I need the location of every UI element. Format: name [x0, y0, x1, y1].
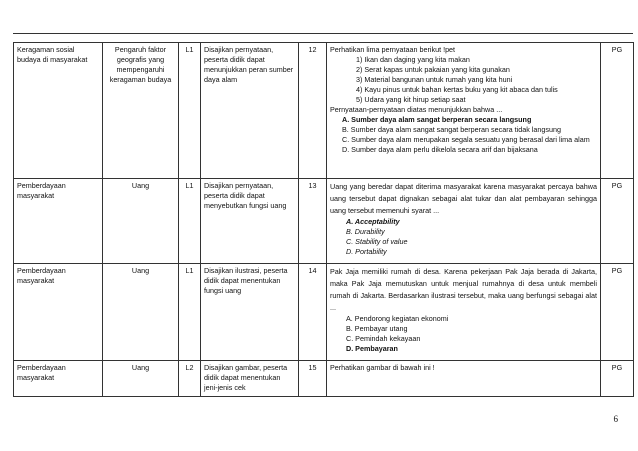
table-row: [14, 361, 634, 397]
page-number: 6: [613, 414, 618, 424]
question-text: Perhatikan gambar di bawah ini !: [330, 363, 435, 372]
answer-option: D. Pembayaran: [346, 344, 398, 353]
statement-item: 4) Kayu pinus untuk bahan kertas buku yang kit abaca dan tulis: [356, 85, 558, 94]
materi-cell: Keragaman sosial budaya di masyarakat: [14, 43, 103, 179]
soal-indikator-cell: Disajikan gambar, peserta didik dapat menentukan jeni-jenis cek: [201, 361, 299, 397]
soal-indikator-cell: Disajikan pernyataan, peserta didik dapat menyebutkan fungsi uang: [201, 179, 299, 264]
number-cell: 13: [299, 179, 327, 264]
answer-option: C. Pemindah kekayaan: [346, 334, 421, 343]
materi-cell: Pemberdayaan masyarakat: [14, 179, 103, 264]
answer-option: A. Sumber daya alam sangat berperan secara langsung: [342, 115, 532, 124]
table-row: [14, 179, 634, 264]
number-cell: 12: [299, 43, 327, 179]
materi-cell: Pemberdayaan masyarakat: [14, 264, 103, 361]
indikator-cell: Uang: [103, 179, 179, 264]
question-text: Pak Jaja memiliki rumah di desa. Karena pekerjaan Pak Jaja berada di Jakarta, maka Pak Jaja memutuskan untuk menjual rumahnya di desa untuk membeli rumah di Jakarta. Berdasarkan ilustrasi tersebut, maka uang berfungsi sebagai alat ...: [330, 267, 597, 312]
answer-option: B. Pembayar utang: [346, 324, 408, 333]
question-text: Uang yang beredar dapat diterima masyarakat karena masyarakat percaya bahwa uang tersebut dapat dignakan sebagai alat tukar dan alat pembayaran sehingga uang tersebut memenuhi syarat ...: [330, 182, 597, 215]
question-cell: [327, 361, 601, 397]
answer-option: B. Durability: [346, 227, 385, 236]
question-cell: [327, 43, 601, 179]
statement-item: 2) Serat kapas untuk pakaian yang kita gunakan: [356, 65, 510, 74]
level-cell: L2: [179, 361, 201, 397]
number-cell: 15: [299, 361, 327, 397]
materi-cell: Pemberdayaan masyarakat: [14, 361, 103, 397]
table-row: [14, 264, 634, 361]
level-cell: L1: [179, 179, 201, 264]
answer-option: D. Sumber daya alam perlu dikelola secara arif dan bijaksana: [342, 145, 538, 154]
number-cell: 14: [299, 264, 327, 361]
indikator-cell: Uang: [103, 264, 179, 361]
statement-item: 3) Material bangunan untuk rumah yang kita huni: [356, 75, 513, 84]
bentuk-cell: PG: [601, 179, 634, 264]
indikator-cell: Uang: [103, 361, 179, 397]
table-row: [14, 43, 634, 179]
table-top-border: [13, 33, 633, 34]
level-cell: L1: [179, 264, 201, 361]
level-cell: L1: [179, 43, 201, 179]
question-cell: [327, 264, 601, 361]
answer-option: D. Portability: [346, 247, 387, 256]
answer-option: C. Sumber daya alam merupakan segala sesuatu yang berasal dari lima alam: [342, 135, 590, 144]
bentuk-cell: PG: [601, 264, 634, 361]
indikator-cell: Pengaruh faktor geografis yang mempengaruhi keragaman budaya: [103, 43, 179, 179]
statement-item: 5) Udara yang kit hirup setiap saat: [356, 95, 466, 104]
answer-option: A. Acceptability: [346, 217, 400, 226]
question-grid-table: [13, 42, 634, 397]
question-text: Perhatikan lima pernyataan berikut !pet: [330, 45, 456, 54]
answer-option: A. Pendorong kegiatan ekonomi: [346, 314, 449, 323]
question-stem: Pernyataan-pernyataan diatas menunjukkan bahwa ...: [330, 105, 503, 114]
answer-option: C. Stability of value: [346, 237, 408, 246]
soal-indikator-cell: Disajikan pernyataan, peserta didik dapat menunjukkan peran sumber daya alam: [201, 43, 299, 179]
question-cell: [327, 179, 601, 264]
soal-indikator-cell: Disajikan ilustrasi, peserta didik dapat menentukan fungsi uang: [201, 264, 299, 361]
statement-item: 1) Ikan dan daging yang kita makan: [356, 55, 470, 64]
answer-option: B. Sumber daya alam sangat sangat berperan secara tidak langsung: [342, 125, 561, 134]
bentuk-cell: PG: [601, 43, 634, 179]
bentuk-cell: PG: [601, 361, 634, 397]
